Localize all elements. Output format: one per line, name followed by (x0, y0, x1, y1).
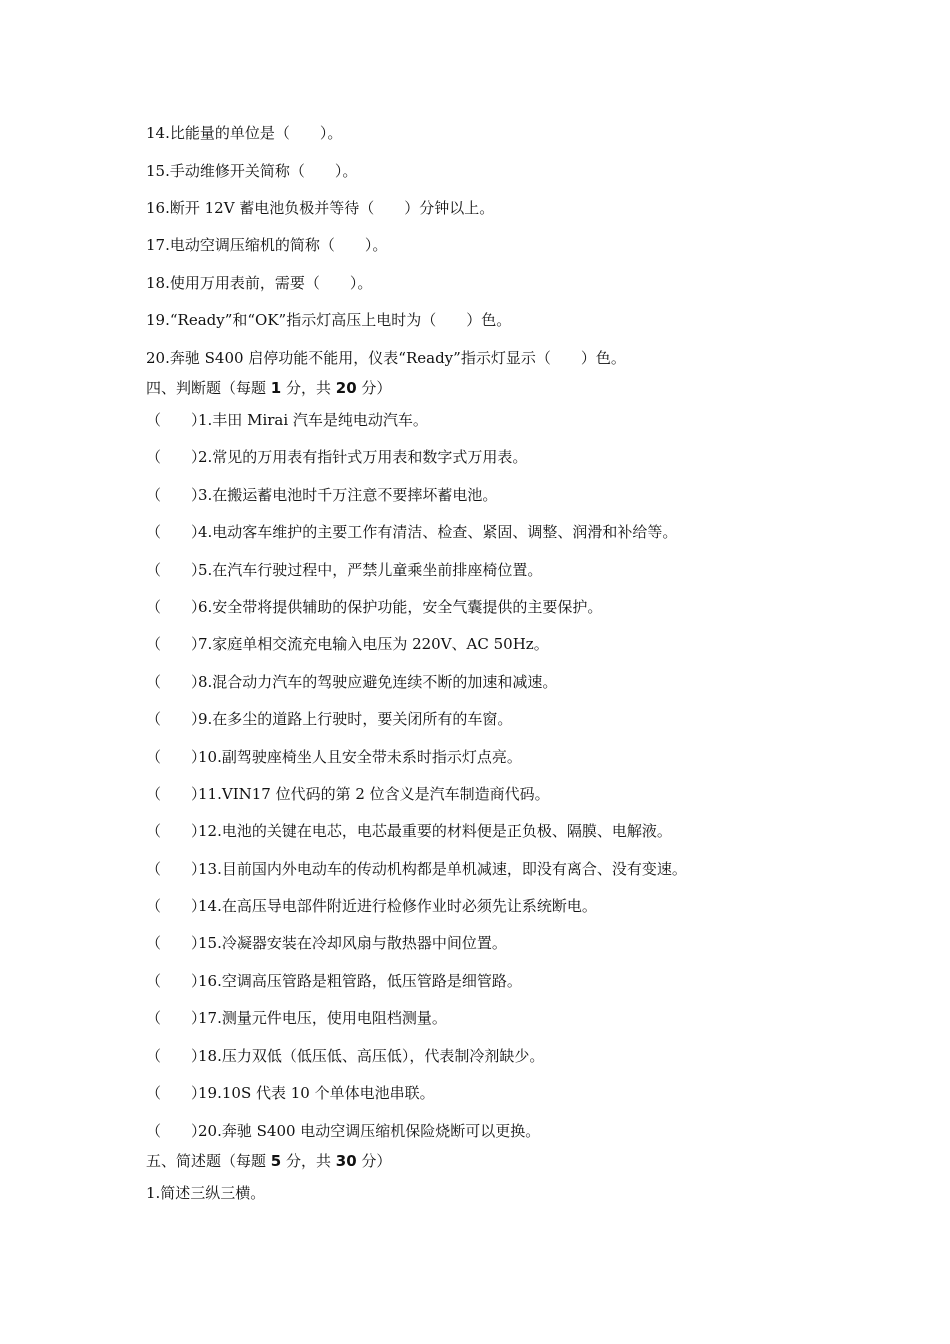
true-false-question: （ ）14.在高压导电部件附近进行检修作业时必须先让系统断电。 (146, 897, 597, 915)
answer-parenthesis: （ ） (146, 897, 207, 915)
answer-parenthesis: （ ） (146, 486, 207, 504)
section-heading-true-false: 四、判断题（每题 1 分，共 20 分） (146, 379, 392, 397)
answer-parenthesis: （ ） (146, 561, 207, 579)
short-answer-question: 1.简述三纵三横。 (146, 1184, 266, 1202)
true-false-question: （ ）12.电池的关键在电芯，电芯最重要的材料便是正负极、隔膜、电解液。 (146, 822, 672, 840)
answer-parenthesis: （ ） (146, 972, 207, 990)
true-false-question: （ ）15.冷凝器安装在冷却风扇与散热器中间位置。 (146, 934, 507, 952)
fill-blank-question: 20.奔驰 S400 启停功能不能用，仪表“Ready”指示灯显示（ ）色。 (146, 349, 626, 367)
answer-parenthesis: （ ） (146, 598, 207, 616)
true-false-question: （ ）3.在搬运蓄电池时千万注意不要摔坏蓄电池。 (146, 486, 498, 504)
answer-parenthesis: （ ） (146, 1009, 207, 1027)
answer-parenthesis: （ ） (146, 860, 207, 878)
answer-parenthesis: （ ） (146, 748, 207, 766)
answer-parenthesis: （ ） (146, 710, 207, 728)
answer-parenthesis: （ ） (146, 635, 207, 653)
answer-parenthesis: （ ） (146, 1122, 207, 1140)
answer-parenthesis: （ ） (146, 1047, 207, 1065)
fill-blank-question: 15.手动维修开关简称（ ）。 (146, 162, 358, 180)
true-false-question: （ ）2.常见的万用表有指针式万用表和数字式万用表。 (146, 448, 528, 466)
answer-parenthesis: （ ） (146, 822, 207, 840)
true-false-question: （ ）6.安全带将提供辅助的保护功能，安全气囊提供的主要保护。 (146, 598, 603, 616)
true-false-question: （ ）7.家庭单相交流充电输入电压为 220V、AC 50Hz。 (146, 635, 549, 653)
answer-parenthesis: （ ） (146, 411, 207, 429)
true-false-question: （ ）10.副驾驶座椅坐人且安全带未系时指示灯点亮。 (146, 748, 522, 766)
true-false-question: （ ）11.VIN17 位代码的第 2 位含义是汽车制造商代码。 (146, 785, 550, 803)
fill-blank-question: 16.断开 12V 蓄电池负极并等待（ ）分钟以上。 (146, 199, 495, 217)
true-false-question: （ ）19.10S 代表 10 个单体电池串联。 (146, 1084, 435, 1102)
true-false-question: （ ）9.在多尘的道路上行驶时，要关闭所有的车窗。 (146, 710, 513, 728)
true-false-question: （ ）20.奔驰 S400 电动空调压缩机保险烧断可以更换。 (146, 1122, 541, 1140)
answer-parenthesis: （ ） (146, 523, 207, 541)
fill-blank-question: 17.电动空调压缩机的简称（ ）。 (146, 236, 388, 254)
true-false-question: （ ）5.在汽车行驶过程中，严禁儿童乘坐前排座椅位置。 (146, 561, 543, 579)
fill-blank-question: 19.“Ready”和“OK”指示灯高压上电时为（ ）色。 (146, 311, 512, 329)
fill-blank-question: 18.使用万用表前，需要（ ）。 (146, 274, 373, 292)
true-false-question: （ ）16.空调高压管路是粗管路，低压管路是细管路。 (146, 972, 522, 990)
answer-parenthesis: （ ） (146, 448, 207, 466)
true-false-question: （ ）17.测量元件电压，使用电阻档测量。 (146, 1009, 447, 1027)
answer-parenthesis: （ ） (146, 785, 207, 803)
fill-blank-question: 14.比能量的单位是（ ）。 (146, 124, 343, 142)
true-false-question: （ ）13.目前国内外电动车的传动机构都是单机减速，即没有离合、没有变速。 (146, 860, 687, 878)
answer-parenthesis: （ ） (146, 934, 207, 952)
true-false-question: （ ）18.压力双低（低压低、高压低），代表制冷剂缺少。 (146, 1047, 545, 1065)
section-heading-short-answer: 五、简述题（每题 5 分，共 30 分） (146, 1152, 392, 1170)
answer-parenthesis: （ ） (146, 673, 207, 691)
true-false-question: （ ）4.电动客车维护的主要工作有清洁、检查、紧固、调整、润滑和补给等。 (146, 523, 678, 541)
true-false-question: （ ）1.丰田 Mirai 汽车是纯电动汽车。 (146, 411, 428, 429)
answer-parenthesis: （ ） (146, 1084, 207, 1102)
true-false-question: （ ）8.混合动力汽车的驾驶应避免连续不断的加速和减速。 (146, 673, 558, 691)
